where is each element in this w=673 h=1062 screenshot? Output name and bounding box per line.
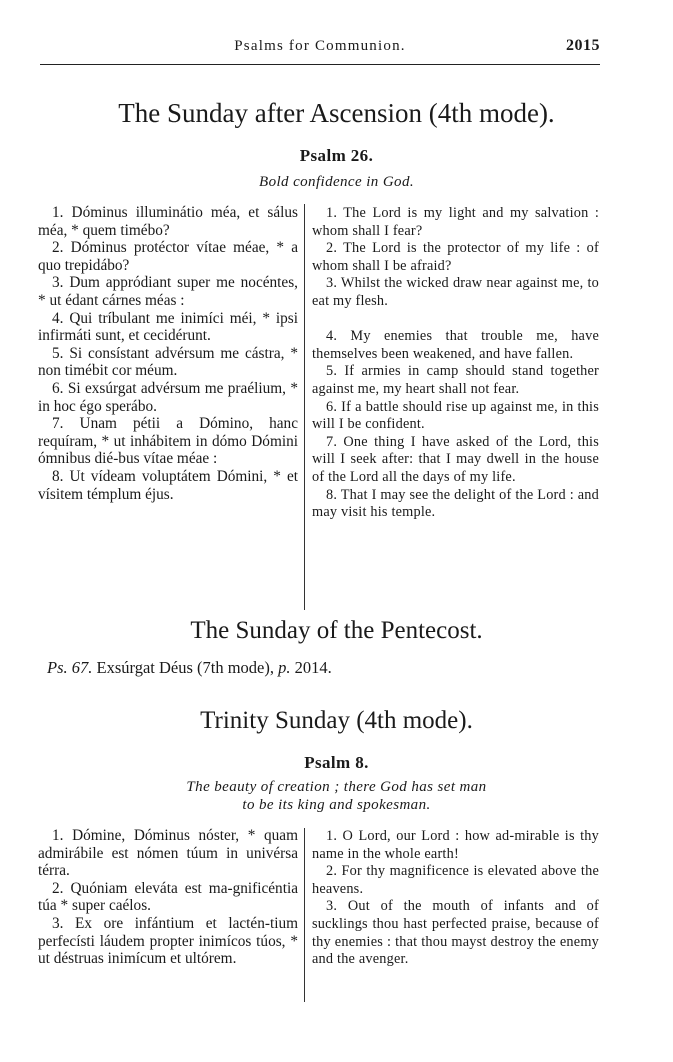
- section-title-ascension: The Sunday after Ascension (4th mode).: [118, 98, 555, 128]
- running-title: Psalms for Communion.: [234, 38, 406, 54]
- english-verse: 2. For thy magnificence is elevated above the heavens.: [312, 863, 599, 897]
- column-divider: [304, 828, 305, 1002]
- latin-column: [38, 204, 298, 503]
- english-verse: 1. The Lord is my light and my salvation : whom shall I fear?: [312, 205, 599, 239]
- english-verse: 1. O Lord, our Lord : how ad-mirable is thy name in the whole earth!: [312, 828, 599, 862]
- english-verse: 4. My enemies that trouble me, have themselves been weakened, and have fallen.: [312, 328, 599, 362]
- latin-verse: 1. Dóminus illuminátio méa, et sálus méa, * quem timébo?: [38, 204, 298, 239]
- latin-verse: 6. Si exsúrgat advérsum me praélium, * in hoc égo sperábo.: [38, 379, 298, 415]
- english-verse: 8. That I may see the delight of the Lord : and may visit his temple.: [312, 486, 599, 521]
- english-verse: 2. The Lord is the protector of my life : of whom shall I be afraid?: [312, 240, 599, 274]
- psalm-subtitle-line1: The beauty of creation ; there God has set man: [186, 779, 487, 795]
- english-column: [312, 205, 599, 522]
- section-title-trinity: Trinity Sunday (4th mode).: [200, 707, 473, 734]
- latin-verse: 3. Ex ore infántium et lactén-tium perfecísti láudem propter inimícos túos, * ut déstruas inimícum et ultórem.: [38, 914, 298, 968]
- latin-verse: 2. Dóminus protéctor vítae méae, * a quo trepidábo?: [38, 239, 298, 274]
- latin-verse: 3. Dum appródiant super me nocéntes, * ut édant cárnes méas :: [38, 274, 298, 309]
- english-verse: 5. If armies in camp should stand together against me, my heart shall not fear.: [312, 363, 599, 397]
- english-verse: 3. Out of the mouth of infants and of sucklings thou hast perfected praise, because of thy enemies : that thou mayst destroy the enemy and the avenger.: [312, 898, 599, 968]
- psalm-subtitle: Bold confidence in God.: [259, 174, 414, 190]
- latin-verse: 5. Si consístant advérsum me cástra, * non timébit cor méum.: [38, 344, 298, 380]
- english-verse: 7. One thing I have asked of the Lord, this will I seek after: that I may dwell in the house of the Lord all the days of my life.: [312, 433, 599, 485]
- latin-verse: 4. Qui tríbulant me inimíci méi, * ipsi infirmáti sunt, et cecidérunt.: [38, 309, 298, 345]
- english-column: [312, 828, 599, 969]
- reference-text: Exsúrgat Déus (7th mode),: [96, 658, 274, 677]
- column-divider: [304, 204, 305, 610]
- latin-column: [38, 827, 298, 968]
- latin-verse: 1. Dómine, Dóminus nóster, * quam admirábile est nómen túum in univérsa térra.: [38, 827, 298, 880]
- latin-verse: 2. Quóniam eleváta est ma-gnificéntia túa * super caélos.: [38, 879, 298, 915]
- psalm-reference: [47, 658, 332, 678]
- psalm-number: Psalm 8.: [304, 753, 369, 772]
- english-verse: 6. If a battle should rise up against me, in this will I be confident.: [312, 398, 599, 433]
- running-head: [40, 36, 600, 60]
- latin-verse: 8. Ut vídeam voluptátem Dómini, * et vísitem témplum éjus.: [38, 467, 298, 503]
- reference-page: 2014.: [294, 658, 332, 677]
- header-rule: [40, 64, 600, 65]
- latin-verse: 7. Unam pétii a Dómino, hanc requíram, * ut inhábitem in dómo Dómini ómnibus dié-bus vítae méae :: [38, 415, 298, 468]
- psalm-subtitle-line2: to be its king and spokesman.: [242, 797, 431, 813]
- psalm-number: Psalm 26.: [299, 146, 374, 165]
- section-title-pentecost: The Sunday of the Pentecost.: [190, 617, 483, 644]
- reference-page-abbrev: p.: [278, 658, 291, 677]
- english-verse: 3. Whilst the wicked draw near against me, to eat my flesh.: [312, 275, 599, 309]
- reference-psalm: Ps. 67.: [47, 658, 93, 677]
- page-number: 2015: [566, 37, 600, 54]
